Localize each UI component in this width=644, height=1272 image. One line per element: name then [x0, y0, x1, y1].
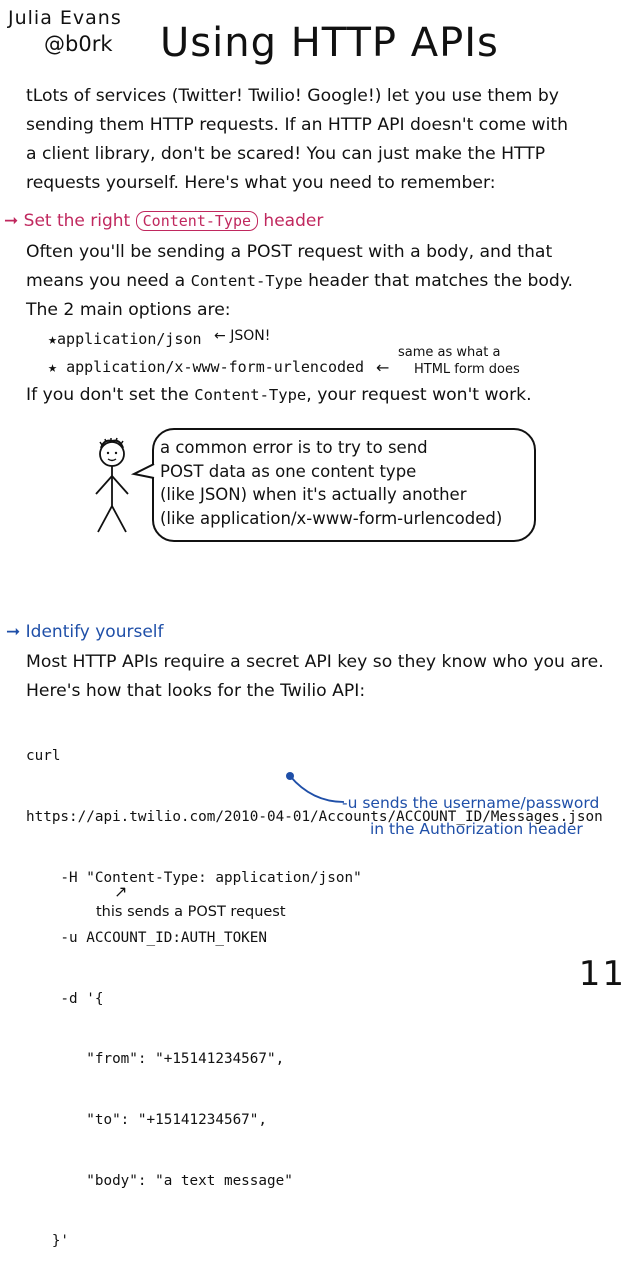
- curved-arrow-icon: [282, 766, 348, 810]
- bubble-line: (like application/x-www-form-urlencoded): [160, 508, 503, 528]
- section1-heading-prefix: Set the right: [23, 211, 131, 231]
- option-label: application/json: [57, 330, 202, 348]
- option-label: application/x-www-form-urlencoded: [66, 358, 365, 376]
- bubble-line: a common error is to try to send: [160, 438, 428, 457]
- bubble-text: [160, 436, 502, 530]
- auth-note-line: -u sends the username/password: [342, 794, 600, 812]
- arrow-right-icon: ➞: [6, 622, 21, 642]
- warning-pre: If you don't set the: [26, 385, 189, 405]
- code-line: "body": "a text message": [26, 1172, 293, 1189]
- page-number: 11: [578, 954, 626, 994]
- warning-line: [26, 381, 532, 410]
- star-icon: ★: [48, 358, 58, 376]
- auth-note: [342, 790, 599, 842]
- section2-body: [26, 648, 604, 706]
- warning-post: , your request won't work.: [306, 385, 532, 405]
- code-line: https://api.twilio.com/2010-04-01/Accounts/ACCOUNT_ID/Messages.json: [26, 809, 603, 826]
- json-note: [214, 328, 270, 344]
- option-form: [48, 358, 364, 376]
- code-line: curl: [26, 748, 61, 765]
- section2-line: Most HTTP APIs require a secret API key so they know who you are.: [26, 652, 604, 672]
- intro-line: tLots of services (Twitter! Twilio! Google!) let you use them by: [26, 86, 559, 106]
- warning-code: Content-Type: [194, 386, 307, 404]
- section1-body: [26, 238, 573, 325]
- form-note-line: HTML form does: [414, 362, 520, 377]
- section2-line: Here's how that looks for the Twilio API:: [26, 681, 366, 701]
- auth-note-line: in the Authorization header: [370, 820, 583, 838]
- intro-line: a client library, don't be scared! You can just make the HTTP: [26, 144, 546, 164]
- intro-paragraph: [26, 82, 568, 198]
- code-line: "from": "+15141234567",: [26, 1051, 285, 1068]
- section1-line: The 2 main options are:: [26, 300, 231, 320]
- section2-heading-text: Identify yourself: [25, 622, 164, 642]
- content-type-code: Content-Type: [190, 272, 303, 290]
- author-handle: @b0rk: [44, 32, 113, 56]
- section1-heading-suffix: header: [263, 211, 324, 231]
- code-line: -u ACCOUNT_ID:AUTH_TOKEN: [26, 930, 268, 947]
- arrow-left-icon: ←: [376, 358, 390, 377]
- bubble-tail-icon: [132, 462, 156, 482]
- intro-line: requests yourself. Here's what you need to remember:: [26, 173, 496, 193]
- form-note: [398, 344, 520, 378]
- section2-heading: [6, 622, 163, 642]
- author-name: Julia Evans: [8, 7, 122, 29]
- section1-line: [26, 267, 573, 296]
- post-note: this sends a POST request: [96, 904, 286, 920]
- code-line: -d '{: [26, 990, 104, 1007]
- section1-line-post: header that matches the body.: [308, 271, 573, 291]
- arrow-left-icon: ←: [214, 328, 226, 344]
- section1-line-pre: means you need a: [26, 271, 186, 291]
- intro-line: sending them HTTP requests. If an HTTP API doesn't come with: [26, 115, 569, 135]
- code-line: -H "Content-Type: application/json": [26, 869, 362, 886]
- section1-heading: [4, 211, 323, 231]
- form-note-line: same as what a: [398, 345, 501, 360]
- section1-line: Often you'll be sending a POST request with a body, and that: [26, 242, 553, 262]
- json-note-text: JSON!: [230, 328, 271, 344]
- bubble-line: (like JSON) when it's actually another: [160, 485, 467, 504]
- arrow-up-icon: ↗: [114, 882, 128, 901]
- star-icon: ★: [48, 330, 58, 348]
- stick-figure-icon: [86, 436, 146, 536]
- option-json: [48, 330, 202, 348]
- content-type-box: Content-Type: [136, 211, 258, 231]
- bubble-line: POST data as one content type: [160, 461, 417, 481]
- code-line: "to": "+15141234567",: [26, 1112, 268, 1129]
- page-title: Using HTTP APIs: [160, 20, 499, 66]
- code-line: }': [26, 1233, 70, 1250]
- arrow-right-icon: ➞: [4, 211, 19, 231]
